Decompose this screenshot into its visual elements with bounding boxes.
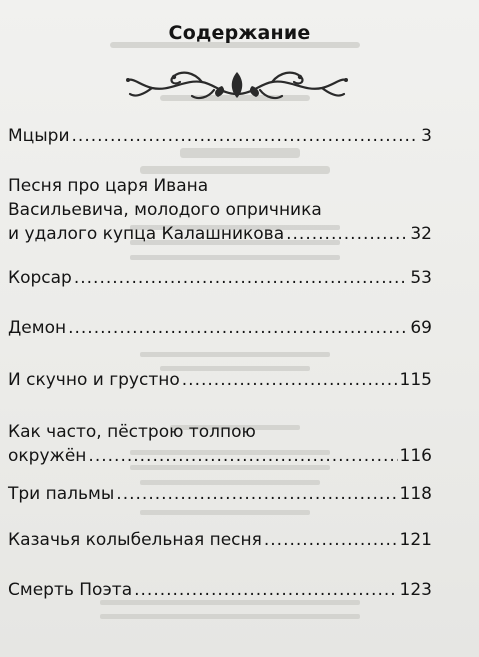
toc-entry[interactable]	[8, 528, 432, 552]
toc-entry-title: Мцыри	[8, 126, 70, 146]
toc-entry-page: 53	[410, 268, 432, 288]
toc-entry-page: 123	[399, 580, 432, 600]
toc-entry-title: Казачья колыбельная песня	[8, 530, 262, 550]
toc-entry-title: Васильевича, молодого опричника	[8, 200, 322, 220]
toc-entry-page: 69	[410, 318, 432, 338]
toc-entry-title: окружён	[8, 446, 87, 466]
dot-leader	[182, 368, 398, 392]
vignette-ornament-icon	[122, 64, 352, 106]
toc-entry[interactable]	[8, 316, 432, 340]
toc-entry-title: Три пальмы	[8, 484, 115, 504]
toc-entry[interactable]	[8, 266, 432, 290]
toc-entry[interactable]	[8, 174, 432, 246]
toc-entry-title: Как часто, пёстрою толпою	[8, 422, 256, 442]
dot-leader	[68, 316, 408, 340]
toc-entry-page: 115	[399, 370, 432, 390]
dot-leader	[286, 222, 408, 246]
toc-entry-page: 3	[421, 126, 432, 146]
dot-leader	[72, 124, 420, 148]
dot-leader	[116, 482, 397, 506]
toc-entry-title: Смерть Поэта	[8, 580, 133, 600]
toc-entry[interactable]	[8, 482, 432, 506]
dot-leader	[264, 528, 398, 552]
toc-entry-page: 32	[410, 224, 432, 244]
dot-leader	[88, 444, 397, 468]
toc-entry[interactable]	[8, 368, 432, 392]
toc-entry-page: 116	[399, 446, 432, 466]
toc-entry[interactable]	[8, 578, 432, 602]
dot-leader	[74, 266, 409, 290]
toc-entry[interactable]	[8, 124, 432, 148]
toc-entry-title: Корсар	[8, 268, 72, 288]
toc-entry-title: Демон	[8, 318, 67, 338]
page-title: Содержание	[168, 22, 311, 44]
toc-entry-title: Песня про царя Ивана	[8, 176, 209, 196]
dot-leader	[134, 578, 397, 602]
toc-entry-page: 121	[399, 530, 432, 550]
toc-entry-page: 118	[399, 484, 432, 504]
toc-entry-title: И скучно и грустно	[8, 370, 180, 390]
toc-entry[interactable]	[8, 420, 432, 468]
toc-entry-title: и удалого купца Калашникова	[8, 224, 285, 244]
